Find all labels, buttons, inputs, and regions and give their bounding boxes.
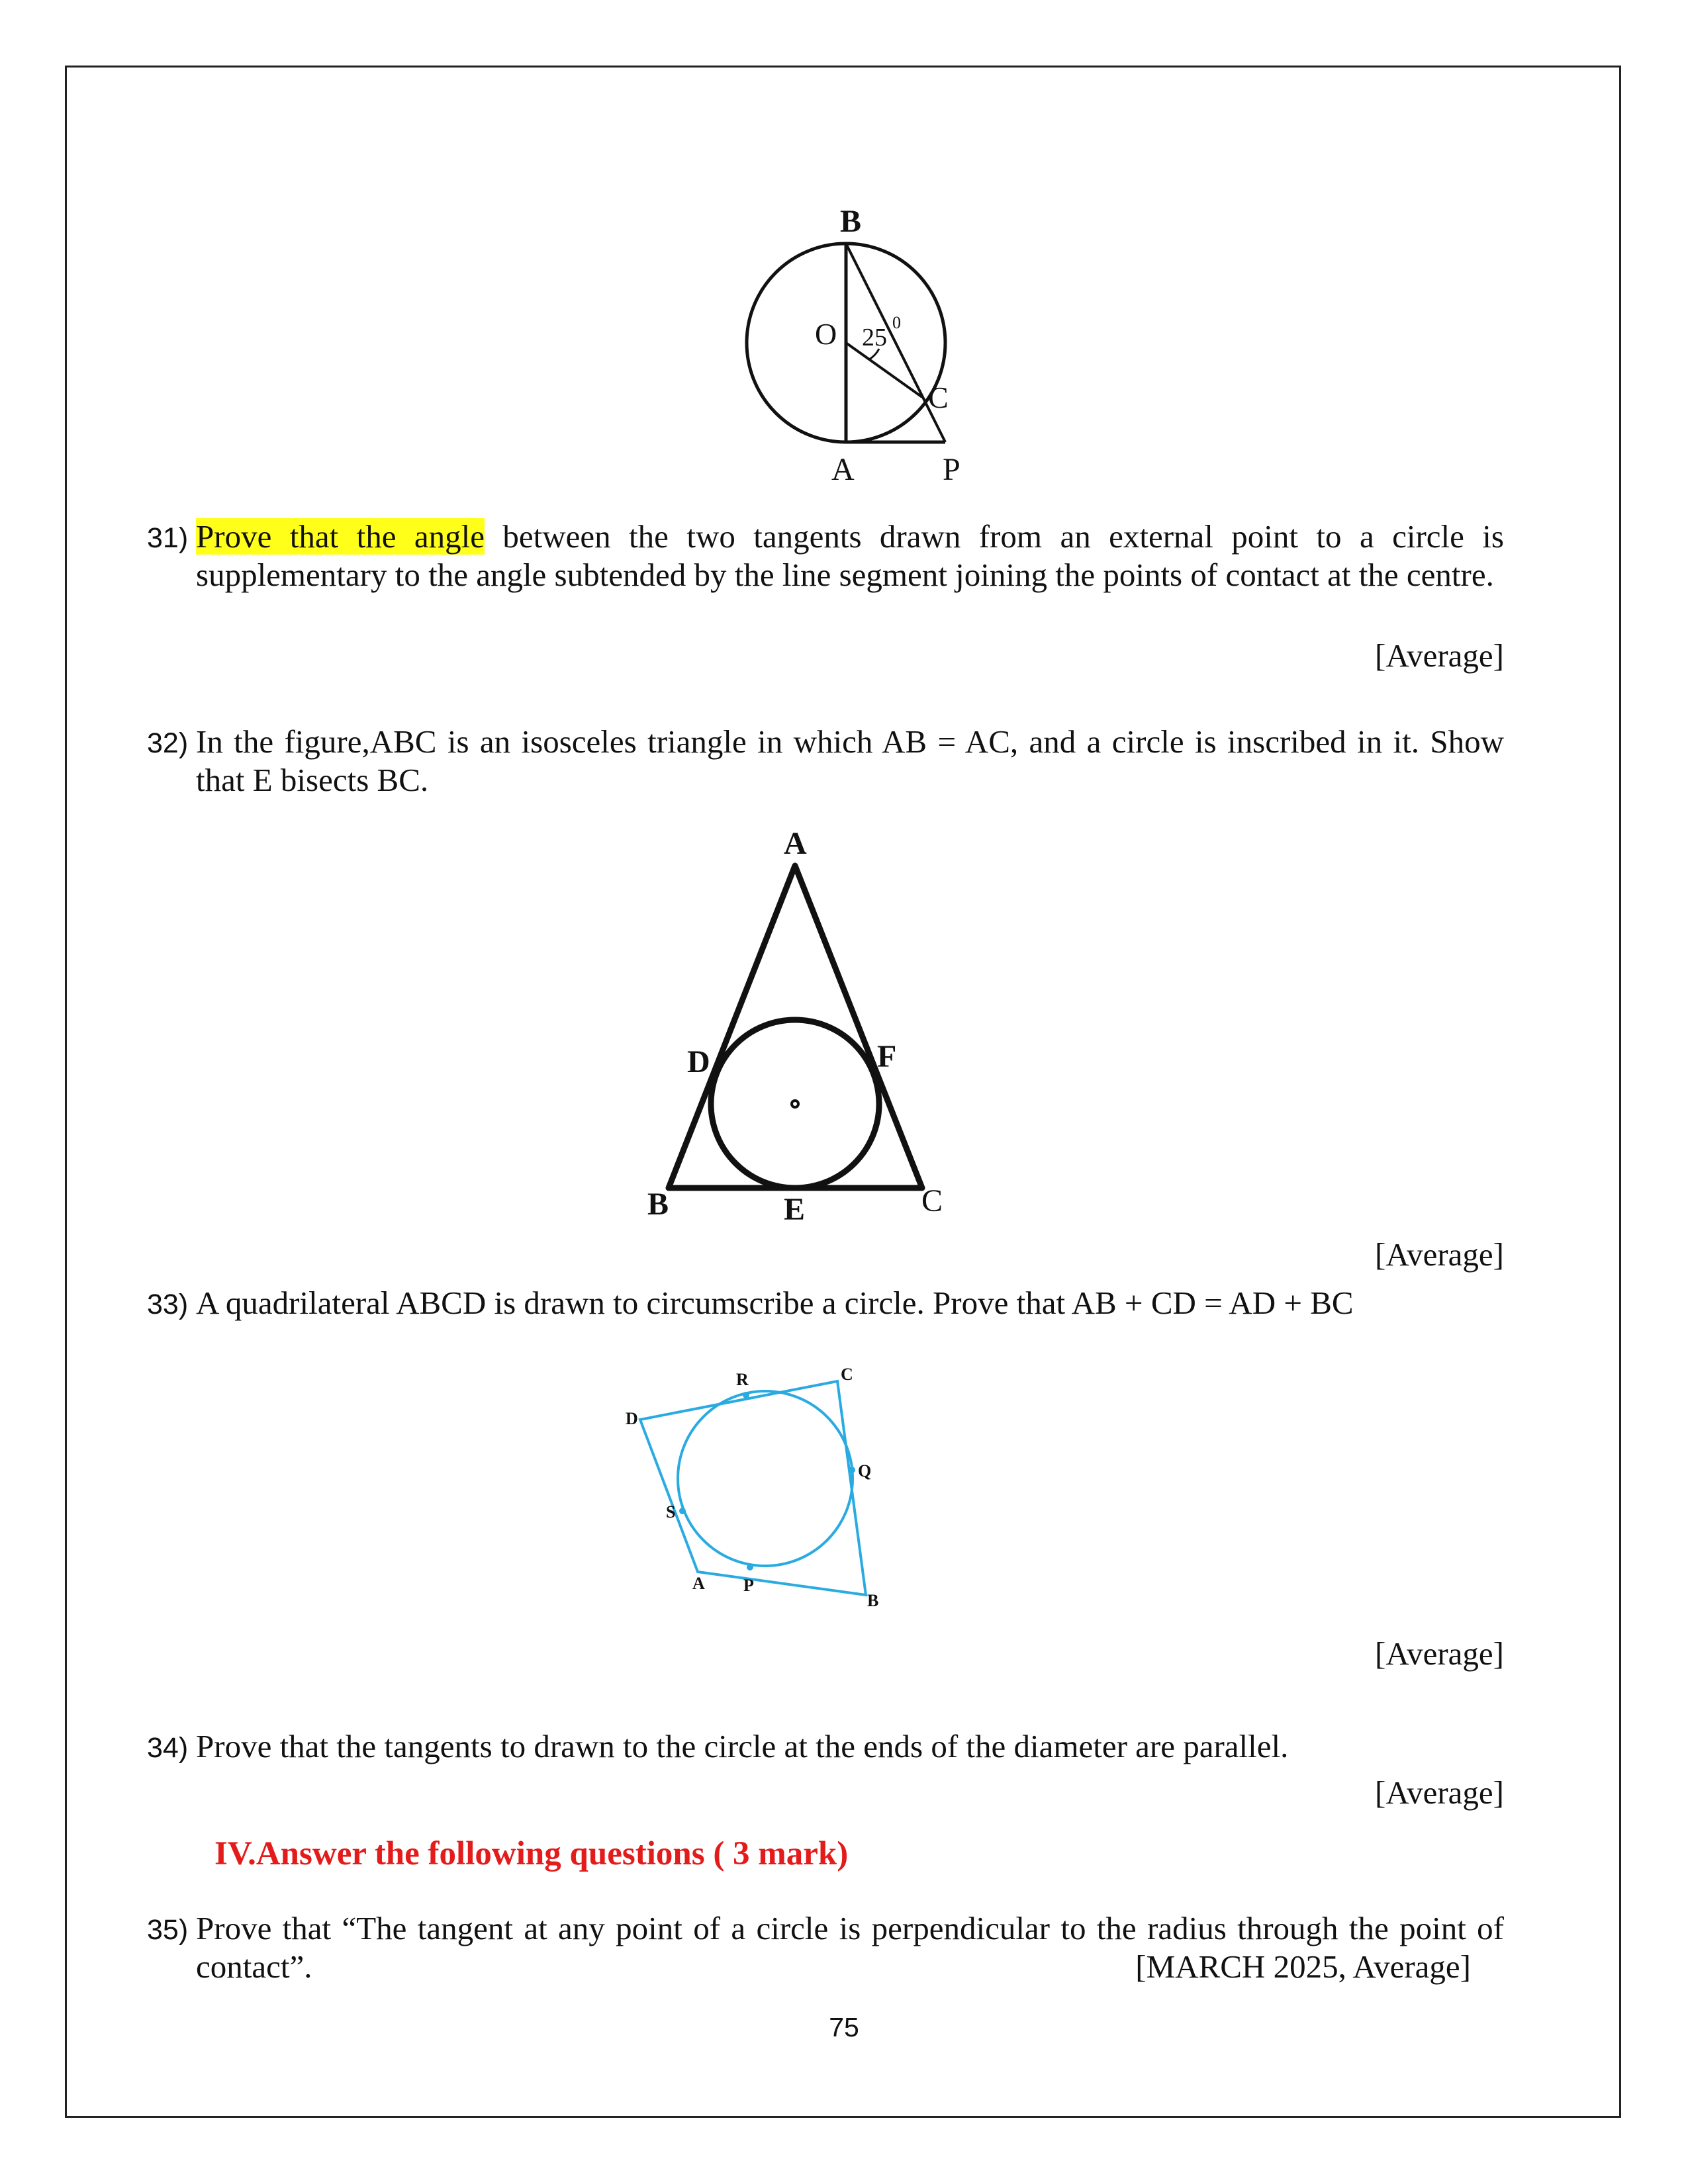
question-31 xyxy=(147,518,1504,594)
circle-tangent-figure xyxy=(715,199,980,496)
difficulty-tag: [Average] xyxy=(1375,1635,1504,1672)
question-32 xyxy=(147,723,1504,799)
label-a: A xyxy=(831,452,855,487)
label-degree: 0 xyxy=(892,313,901,332)
section-heading: IV.Answer the following questions ( 3 mark) xyxy=(214,1835,849,1872)
label-b: B xyxy=(840,204,862,239)
question-number: 31) xyxy=(147,522,189,554)
difficulty-tag: [Average] xyxy=(1375,1774,1504,1811)
difficulty-tag: [Average] xyxy=(1375,1236,1504,1273)
label-d: D xyxy=(626,1409,638,1428)
label-b: B xyxy=(867,1591,879,1610)
label-angle: 25 xyxy=(862,324,887,351)
question-35 xyxy=(147,1909,1504,1986)
label-q: Q xyxy=(858,1461,872,1480)
page-number: 75 xyxy=(829,2012,859,2042)
label-s: S xyxy=(666,1502,676,1522)
label-f: F xyxy=(877,1039,897,1074)
question-number: 35) xyxy=(147,1914,189,1946)
label-a: A xyxy=(692,1574,705,1593)
label-c: C xyxy=(928,381,949,414)
label-e: E xyxy=(784,1192,806,1227)
highlighted-text: Prove that the angle xyxy=(196,518,485,555)
question-34 xyxy=(147,1727,1504,1766)
label-d: D xyxy=(687,1044,710,1079)
difficulty-tag: [Average] xyxy=(1375,637,1504,674)
question-text: Prove that “The tangent at any point of a circle is perpendicular to the radius through the point of contact”. xyxy=(196,1910,1504,1985)
question-number: 34) xyxy=(147,1732,189,1764)
question-text: In the figure,ABC is an isosceles triangle in which AB = AC, and a circle is inscribed in it. Show that E bisects BC. xyxy=(196,723,1504,798)
question-number: 32) xyxy=(147,727,189,759)
circumscribed-quadrilateral-figure xyxy=(616,1350,900,1615)
question-text: Prove that the tangents to drawn to the circle at the ends of the diameter are parallel. xyxy=(196,1728,1289,1764)
label-r: R xyxy=(736,1370,749,1389)
incircle-triangle-figure xyxy=(635,814,953,1231)
label-c: C xyxy=(921,1183,943,1218)
label-c: C xyxy=(841,1365,853,1384)
difficulty-tag: [MARCH 2025, Average] xyxy=(1135,1948,1471,1985)
label-a: A xyxy=(784,826,807,861)
label-b: B xyxy=(647,1187,669,1222)
label-p: P xyxy=(943,452,961,487)
question-33 xyxy=(147,1284,1504,1322)
label-p: P xyxy=(743,1576,754,1595)
label-o: O xyxy=(815,317,837,351)
question-text: A quadrilateral ABCD is drawn to circumscribe a circle. Prove that AB + CD = AD + BC xyxy=(196,1285,1354,1321)
question-text: between the two tangents drawn from an external point to a circle is supplementary to the angle subtended by the line segment joining the points of contact at the centre. xyxy=(196,518,1504,593)
question-number: 33) xyxy=(147,1289,189,1320)
